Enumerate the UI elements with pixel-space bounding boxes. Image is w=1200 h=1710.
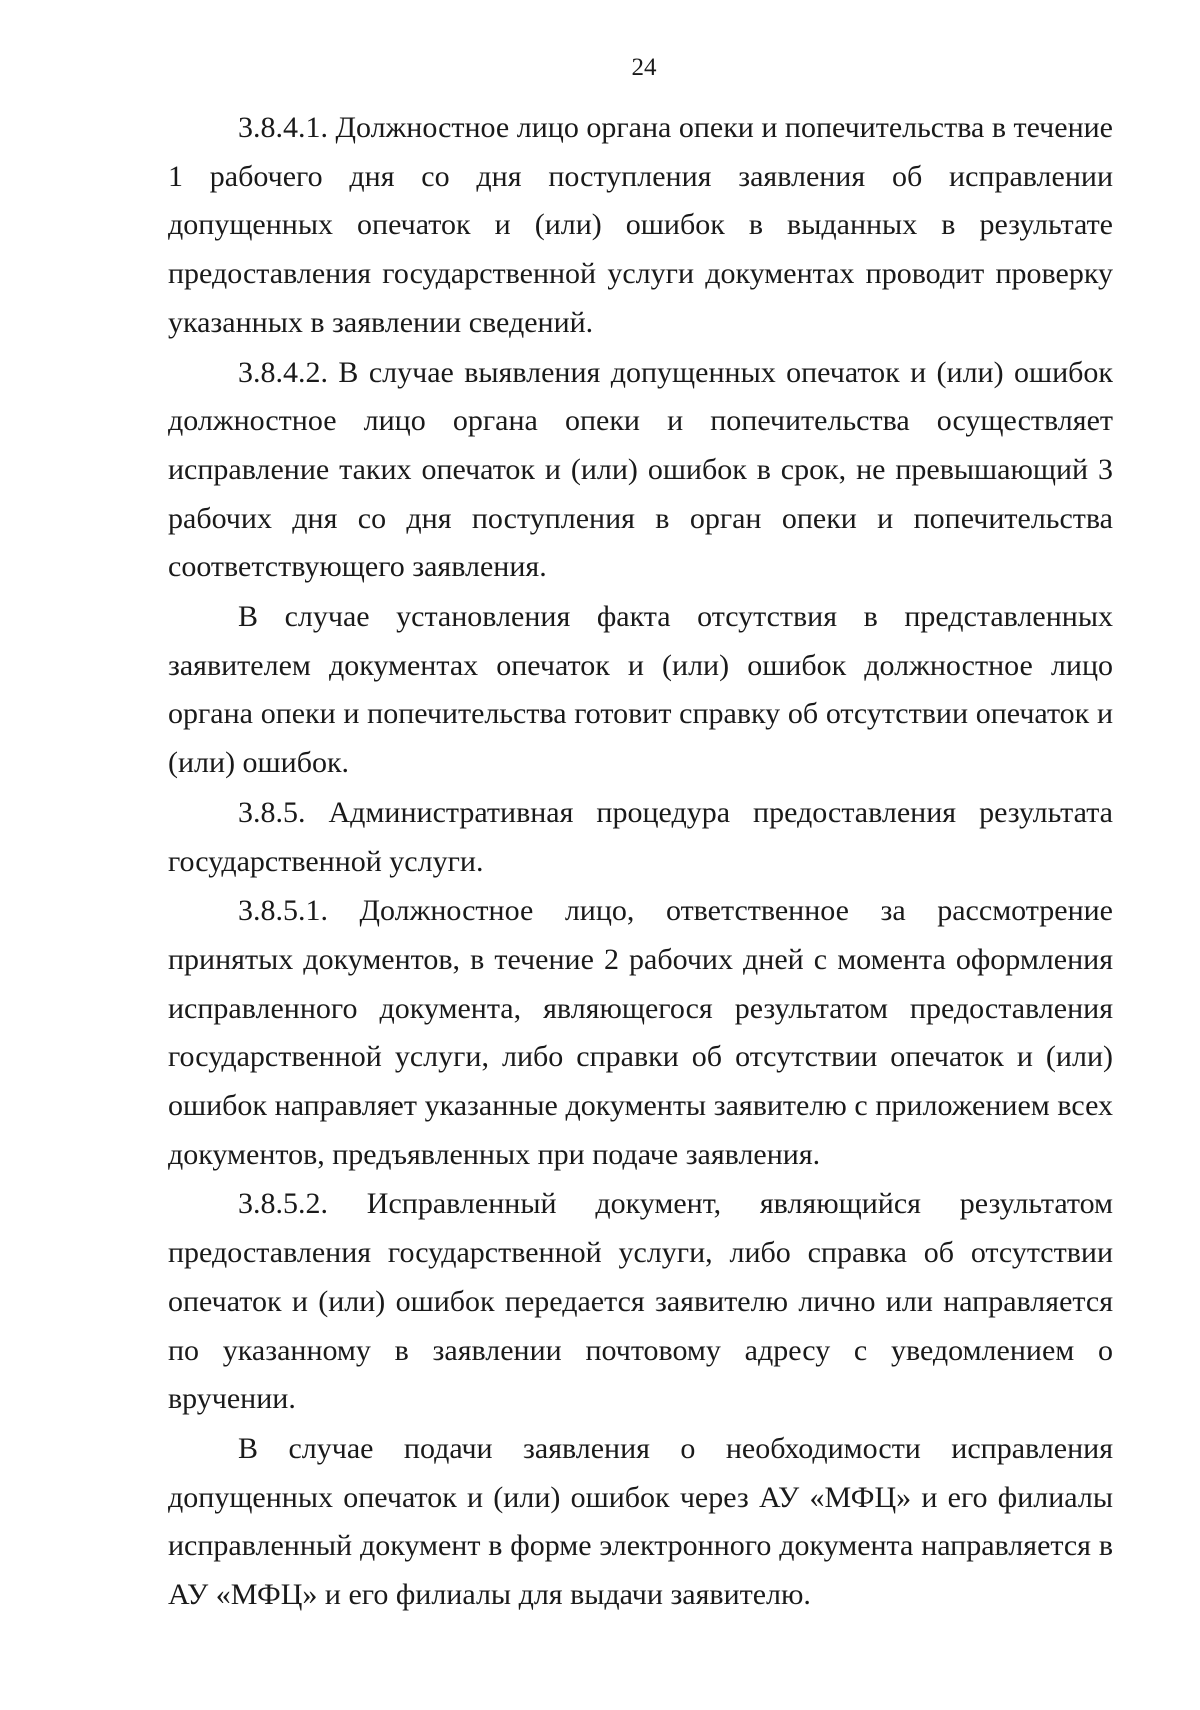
paragraph-no-errors-certificate: В случае установления факта отсутствия в представленных заявителем документах опечаток и (или) ошибок должностное лицо органа опеки и попечительства готовит справку об отсутствии опечаток и (или) ошибок. — [168, 600, 1113, 780]
paragraph-3-8-5: 3.8.5. Административная процедура предоставления результата государственной услуги. — [168, 795, 1113, 878]
document-body — [168, 104, 1113, 1621]
paragraph-3-8-4-2: 3.8.4.2. В случае выявления допущенных опечаток и (или) ошибок должностное лицо органа опеки и попечительства осуществляет исправление таких опечаток и (или) ошибок в срок, не превышающий 3 рабочих дня со дня поступления в орган опеки и попечительства соответствующего заявления. — [168, 355, 1113, 584]
paragraph-3-8-5-1: 3.8.5.1. Должностное лицо, ответственное за рассмотрение принятых документов, в течение 2 рабочих дней с момента оформления исправленного документа, являющегося результатом предоставления государственной услуги, либо справки об отсутствии опечаток и (или) ошибок направляет указанные документы заявителю с приложением всех документов, предъявленных при подаче заявления. — [168, 894, 1113, 1171]
page-number: 24 — [631, 54, 657, 81]
paragraph-mfc-submission: В случае подачи заявления о необходимости исправления допущенных опечаток и (или) ошибок через АУ «МФЦ» и его филиалы исправленный документ в форме электронного документа направляется в АУ «МФЦ» и его филиалы для выдачи заявителю. — [168, 1431, 1113, 1612]
paragraph-3-8-4-1: 3.8.4.1. Должностное лицо органа опеки и попечительства в течение 1 рабочего дня со дня поступления заявления об исправлении допущенных опечаток и (или) ошибок в выданных в результате предоставления государственной услуги документах проводит проверку указанных в заявлении сведений. — [168, 111, 1113, 339]
paragraph-3-8-5-2: 3.8.5.2. Исправленный документ, являющийся результатом предоставления государственной услуги, либо справка об отсутствии опечаток и (или) ошибок передается заявителю лично или направляется по указанному в заявлении почтовому адресу с уведомлением о вручении. — [168, 1187, 1113, 1416]
